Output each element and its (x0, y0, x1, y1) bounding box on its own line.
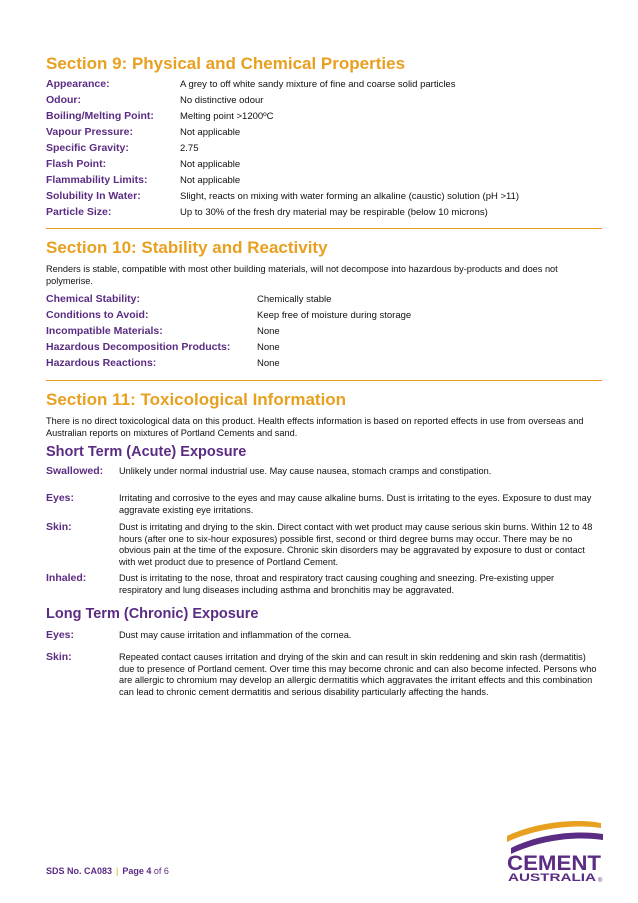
property-value: 2.75 (180, 143, 199, 154)
property-row (46, 142, 602, 158)
property-row (46, 94, 602, 110)
exposure-text: Unlikely under normal industrial use. May cause nausea, stomach cramps and constipation. (119, 466, 492, 476)
property-value: Not applicable (180, 127, 241, 138)
section10-intro: Renders is stable, compatible with most other building materials, will not decompose into hazardous by-products and does not polymerise. (46, 264, 558, 286)
section11-title: Section 11: Toxicological Information (46, 390, 347, 409)
reactivity-label: Hazardous Reactions: (46, 357, 157, 369)
property-value: Not applicable (180, 175, 241, 186)
exposure-label: Swallowed: (46, 465, 104, 477)
property-row (46, 110, 602, 126)
exposure-text: Dust is irritating to the nose, throat and respiratory tract causing coughing and sneezing. Pre-existing upper respiratory and lung diseases including asthma and bronchitis may be aggravated. (119, 573, 555, 595)
exposure-label: Skin: (46, 521, 72, 533)
logo-swoosh-icon (511, 833, 603, 854)
property-value: Not applicable (180, 159, 241, 170)
logo-registered-mark: ® (598, 878, 603, 884)
property-row (46, 158, 602, 174)
reactivity-label: Conditions to Avoid: (46, 309, 149, 321)
reactivity-label: Incompatible Materials: (46, 325, 163, 337)
reactivity-value: Keep free of moisture during storage (257, 310, 412, 321)
exposure-text: Dust is irritating and drying to the skin. Direct contact with wet product may cause serious skin burns. Within 12 to 48 hours (after one to six-hour exposures) possible first, second or third degree burns may occur. There may be no obvious pain at the time of the exposure. Chronic skin disorders may be aggravated by exposure to dust or contact with wet product due to presence of Portland Cement. (119, 522, 593, 567)
reactivity-row (46, 293, 602, 309)
reactivity-row (46, 309, 602, 325)
exposure-text: Irritating and corrosive to the eyes and may cause alkaline burns. Dust is irritating to the eyes. Exposure to dust may aggravate existing eye irritations. (119, 493, 592, 515)
exposure-text: Dust may cause irritation and inflammation of the cornea. (119, 630, 352, 640)
logo-line2: AUSTRALIA (508, 872, 597, 884)
property-row (46, 126, 602, 142)
reactivity-label: Chemical Stability: (46, 293, 140, 305)
property-label: Particle Size: (46, 206, 112, 218)
property-label: Appearance: (46, 78, 110, 90)
property-value: Up to 30% of the fresh dry material may be respirable (below 10 microns) (180, 207, 488, 218)
page-footer (46, 866, 169, 876)
reactivity-row (46, 357, 602, 373)
property-label: Flammability Limits: (46, 174, 148, 186)
section9-title: Section 9: Physical and Chemical Properties (46, 54, 406, 73)
reactivity-value: None (257, 358, 280, 369)
reactivity-value: None (257, 342, 280, 353)
property-row (46, 190, 602, 206)
page-number: Page 4 (122, 866, 152, 876)
reactivity-row (46, 325, 602, 341)
long-term-title: Long Term (Chronic) Exposure (46, 606, 259, 622)
exposure-label: Eyes: (46, 629, 75, 641)
property-label: Vapour Pressure: (46, 126, 133, 138)
exposure-label: Eyes: (46, 492, 75, 504)
property-row (46, 78, 602, 94)
cement-australia-logo (505, 818, 607, 884)
section11-intro: There is no direct toxicological data on this product. Health effects information is based on reported effects in use from overseas and Australian reports on mixtures of Portland Cements and sand. (46, 416, 584, 438)
sds-number: SDS No. CA083 (46, 866, 113, 876)
section-divider (46, 380, 602, 381)
exposure-text: Repeated contact causes irritation and drying of the skin and can result in skin reddening and skin rash (dermatitis) due to presence of Portland cement. Over time this may become chronic and can also become infected. Persons who are allergic to chromium may develop an allergic dermatitis which aggravates the irritant effects and this combination can lead to chronic cement dermatitis and serious disability particularly affecting the hands. (119, 652, 597, 697)
property-row (46, 174, 602, 190)
page-total: of 6 (153, 866, 169, 876)
property-label: Odour: (46, 94, 81, 106)
reactivity-value: None (257, 326, 280, 337)
short-term-title: Short Term (Acute) Exposure (46, 444, 247, 460)
section10-title: Section 10: Stability and Reactivity (46, 238, 328, 257)
property-value: Melting point >1200ºC (180, 111, 274, 122)
property-label: Boiling/Melting Point: (46, 110, 154, 122)
section-divider (46, 228, 602, 229)
property-label: Specific Gravity: (46, 142, 129, 154)
property-label: Flash Point: (46, 158, 107, 170)
reactivity-row (46, 341, 602, 357)
property-value: A grey to off white sandy mixture of fine and coarse solid particles (180, 79, 456, 90)
reactivity-value: Chemically stable (257, 294, 332, 305)
logo-line1: CEMENT (507, 852, 602, 875)
property-value: No distinctive odour (180, 95, 264, 106)
property-value: Slight, reacts on mixing with water forming an alkaline (caustic) solution (pH >11) (180, 191, 520, 202)
exposure-label: Inhaled: (46, 572, 87, 584)
property-row (46, 206, 602, 222)
footer-separator: | (116, 866, 119, 876)
exposure-label: Skin: (46, 651, 72, 663)
property-label: Solubility In Water: (46, 190, 141, 202)
reactivity-label: Hazardous Decomposition Products: (46, 341, 231, 353)
